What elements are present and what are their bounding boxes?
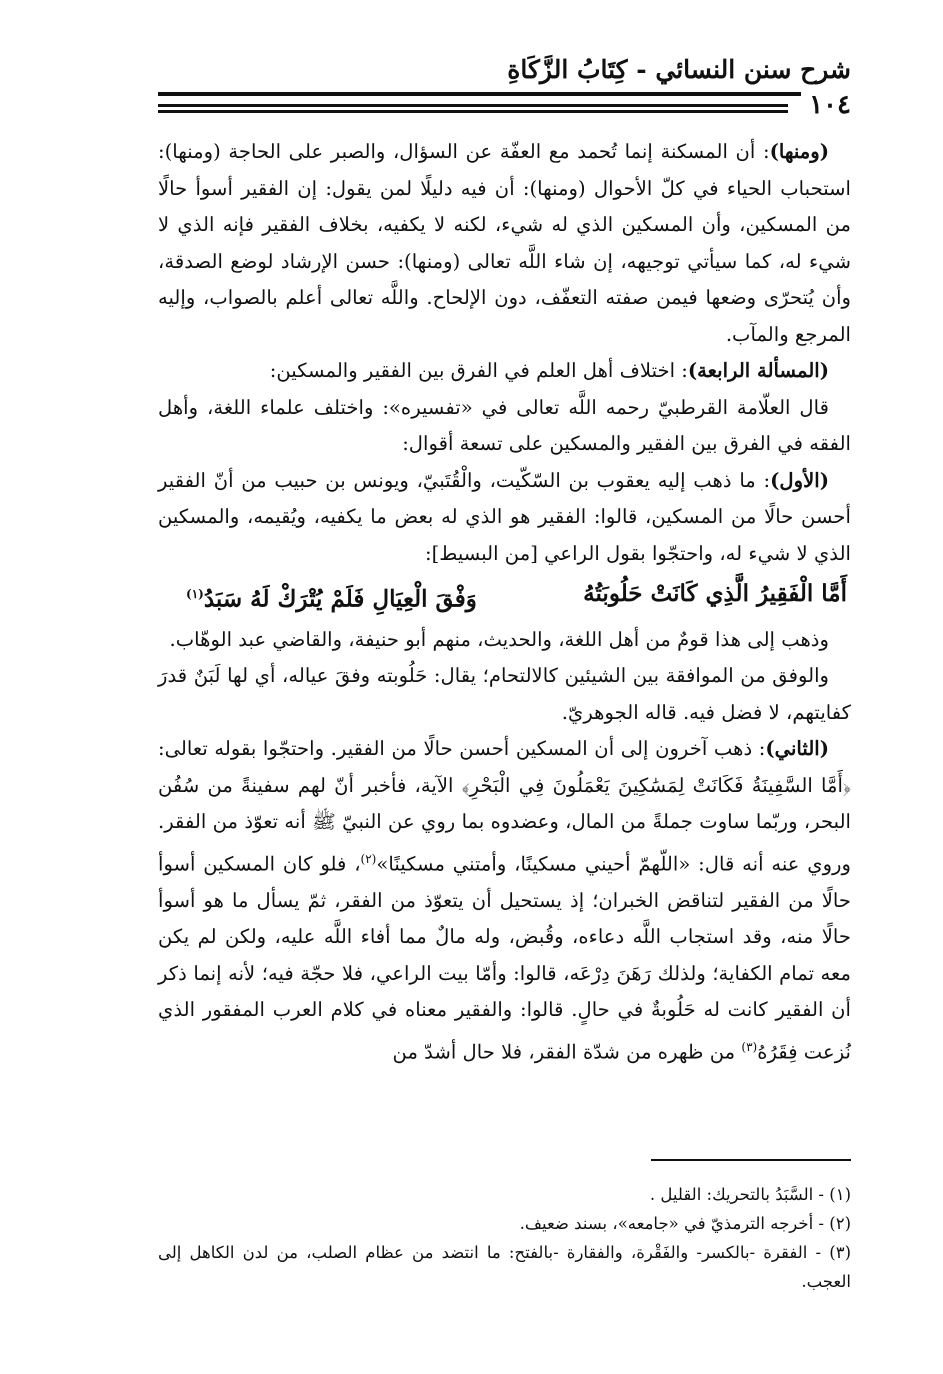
footnote-1: (١) - السَّبَدُ بالتحريك: القليل . [649,1185,851,1204]
page-number: ١٠٤ [801,90,851,120]
verse-first-hemistich: أَمَّا الْفَقِيرُ الَّذِي كَانَتْ حَلُوبَتُهُ [583,580,847,607]
paragraph-lead: (الثاني) [765,737,829,761]
paragraph-text: ، فلو كان المسكين أسوأ حالًا من الفقير لتناقض الخبران؛ إذ يستحيل أن يتعوّذ من الفقر، ثمّ يسأل ما هو أسوأ حالًا منه، وقد استجاب اللَّه دعاءه، وقُبض، وله مالٌ مما أفاء اللَّه عليه، ولكن لم يكن معه تمام الكفاية؛ ولذلك رَهَنَ دِرْعَه، قالوا: وأمّا بيت الراعي، فلا حجّة فيه؛ لأنه إنما ذكر أن الفقير كانت له حَلُوبةٌ في حالٍ. قالوا: والفقير معناه في كلام العرب المفقور الذي نُزعت فِقَرُهُ [158,852,851,1064]
paragraph-text: : اختلاف أهل العلم في الفرق بين الفقير والمسكين: [269,359,688,382]
footnote-ref-1: (١) [186,587,204,601]
verse-second-text: وَفْقَ الْعِيَالِ فَلَمْ يُتْرَكْ لَهُ سَبَدُ [203,585,477,613]
footnotes [158,1180,851,1296]
footnote-ref-2: (٢) [360,851,377,866]
verse-second-hemistich [186,572,477,622]
footnote-separator [651,1159,851,1161]
running-title: شرح سنن النسائي - كِتَابُ الزَّكَاةِ [507,55,851,84]
paragraph-7 [158,731,851,1071]
footnote-2: (٢) - أخرجه الترمذيّ في «جامعه»، بسند ضعيف. [519,1214,851,1233]
paragraph-text: : أن المسكنة إنما تُحمد مع العفّة عن السؤال، والصبر على الحاجة (ومنها): استحباب الحياء في كلّ الأحوال (ومنها): أن فيه دليلًا لمن يقول: إن الفقير أسوأ حالًا من المسكين، وأن المسكين الذي له شيء، لكنه لا يكفيه، بخلاف الفقير فإنه الذي لا شيء له، كما سيأتي توجيهه، إن شاء اللَّه تعالى (ومنها): حسن الإرشاد لوضع الصدقة، وأن يُتحرّى وضعها فيمن صفته التعفّف، دون الإلحاح. واللَّه تعالى أعلم بالصواب، وإليه المرجع والمآب. [158,140,851,346]
paragraph-6: والوفق من الموافقة بين الشيئين كالالتحام؛ يقال: حَلُوبته وفقَ عياله، أي لها لَبَنٌ قدرَ كفايتهم، لا فضل فيه. قاله الجوهريّ. [158,664,851,724]
paragraph-text: : ذهب آخرون إلى أن المسكين أحسن حالًا من الفقير. واحتجّوا بقوله تعالى: ﴿أَمَّا السَّفِينَةُ فَكَانَتْ لِمَسَٰكِينَ يَعْمَلُونَ فِي الْبَحْرِ﴾ الآية، فأخبر أنّ لهم سفينةً من سُفُن البحر، وربّما ساوت جملةً من المال، وعضدوه بما روي عن النبيّ ﷺ أنه تعوّذ من الفقر. وروي عنه أنه قال: «اللّهمّ أحيني مسكينًا، وأمتني مسكينًا» [158,737,851,876]
paragraph-4 [158,463,851,573]
page-header [158,52,851,122]
paragraph-lead: (الأول) [770,468,829,492]
paragraph-text: من ظهره من شدّة الفقر، فلا حال أشدّ من [392,1040,742,1064]
footnote-3: (٣) - الفقرة -بالكسر- والفَقْرة، والفقارة -بالفتح: ما انتضد من عظام الصلب، من لدن الكاهل إلى العجب. [158,1243,851,1291]
poem-verse [158,572,851,622]
paragraph-lead: (ومنها) [769,140,829,163]
paragraph-3: قال العلّامة القرطبيّ رحمه اللَّه تعالى في «تفسيره»: واختلف علماء اللغة، وأهل الفقه في الفرق بين الفقير والمسكين على تسعة أقوال: [158,395,851,455]
header-rule [158,92,851,96]
main-text [158,134,851,1071]
paragraph-1 [158,134,851,353]
paragraph-lead: (المسألة الرابعة) [687,359,829,382]
page-number-rule [158,104,788,116]
paragraph-text: : ما ذهب إليه يعقوب بن السّكّيت، والْقُتَبيّ، ويونس بن حبيب من أنّ الفقير أحسن حالًا من المسكين، قالوا: الفقير هو الذي له بعض ما يكفيه، ويُقيمه، والمسكين الذي لا شيء له، واحتجّوا بقول الراعي [من البسيط]: [158,468,851,565]
paragraph-5: وذهب إلى هذا قومٌ من أهل اللغة، والحديث، منهم أبو حنيفة، والقاضي عبد الوهّاب. [169,627,829,651]
paragraph-2 [158,353,851,390]
footnote-ref-3: (٣) [741,1039,758,1054]
